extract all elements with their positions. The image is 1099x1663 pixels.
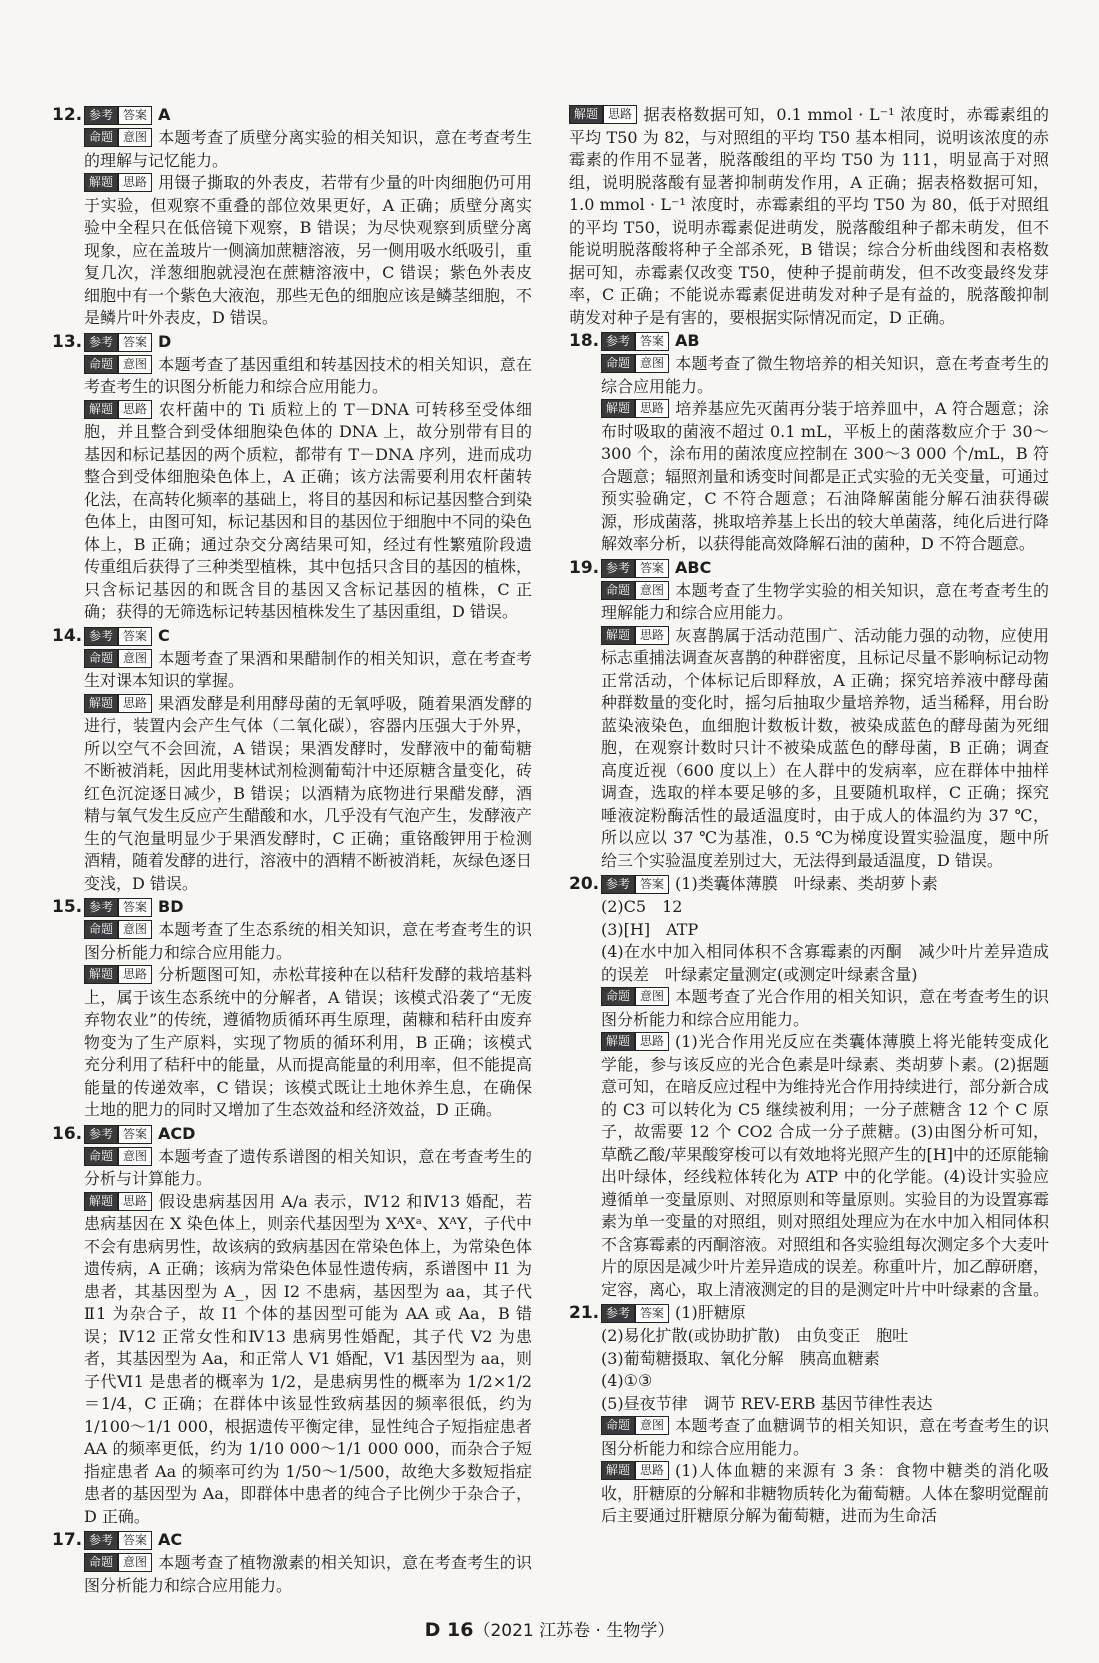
answer-line: (3)[H] ATP [601, 919, 699, 939]
answer-tag [84, 1125, 152, 1144]
analysis-tag-a: 解题 [84, 400, 118, 419]
answer-value: ACD [158, 1123, 196, 1143]
analysis-paragraph [52, 172, 532, 330]
intent-tag-b: 意图 [635, 1416, 669, 1435]
intent-text: 本题考查了生物学实验的相关知识，意在考查考生的理解能力和综合应用能力。 [601, 580, 1049, 622]
analysis-tag [601, 399, 669, 418]
answer-line: (2)C5 12 [601, 897, 683, 916]
analysis-tag [569, 105, 637, 124]
intent-tag-a: 命题 [84, 355, 118, 374]
intent-tag-b: 意图 [118, 920, 152, 939]
question-number: 18. [569, 331, 600, 352]
answer-value: AC [158, 1530, 183, 1550]
answer-tag-b: 答案 [118, 106, 152, 125]
intent-tag-b: 意图 [635, 581, 669, 600]
answer-tag [601, 332, 669, 351]
page-number: D 16 [424, 1619, 474, 1641]
intent-text: 本题考查了微生物培养的相关知识，意在考查考生的综合应用能力。 [601, 354, 1049, 396]
analysis-tag [84, 1192, 152, 1211]
analysis-tag [84, 173, 152, 192]
intent-text: 本题考查了植物激素的相关知识，意在考查考生的识图分析能力和综合应用能力。 [84, 1553, 532, 1595]
intent-tag-a: 命题 [601, 987, 635, 1006]
answer-tag [601, 1304, 669, 1323]
answer-line: (1)类囊体薄膜 叶绿素、类胡萝卜素 [675, 874, 938, 894]
answer-tag-a: 参考 [601, 559, 635, 578]
answer-tag [601, 559, 669, 578]
analysis-text: 农杆菌中的 Ti 质粒上的 T－DNA 可转移至受体细胞，并且整合到受体细胞染色体的 DNA 上，故分别带有目的基因和标记基因的两个质粒，都带有 T－DNA 序列，进而成功整合到受体细胞染色体上，A 正确；该方法需要利用农杆菌转化法，在高转化频率的基础上，将目的基因和标记基因整合到染色体上，由图可知，标记基因和目的基因位于细胞中不同的染色体上，B 正确；通过杂交分离结果可知，经过有性繁殖阶段遗传重组后获得了三种类型植株，其中包括只含目的基因的植株，只含标记基因的和既含目的基因又含标记基因的植株，C 正确；获得的无筛选标记转基因植株发生了基因重组，D 错误。 [84, 399, 533, 621]
question-item [569, 104, 1049, 329]
question-item [52, 104, 532, 330]
question-number: 12. [52, 105, 83, 126]
analysis-tag-b: 思路 [635, 1461, 669, 1480]
intent-text: 本题考查了基因重组和转基因技术的相关知识，意在考查考生的识图分析能力和综合应用能力。 [84, 354, 532, 396]
intent-paragraph [52, 127, 532, 172]
answer-tag-b: 答案 [118, 333, 152, 352]
answer-tag-b: 答案 [635, 1304, 669, 1323]
answer-tag-b: 答案 [635, 875, 669, 894]
intent-tag [84, 128, 152, 147]
intent-text: 本题考查了光合作用的相关知识，意在考查考生的识图分析能力和综合应用能力。 [601, 987, 1049, 1029]
intent-text: 本题考查了血糖调节的相关知识，意在考查考生的识图分析能力和综合应用能力。 [601, 1416, 1049, 1458]
question-header [569, 1302, 1049, 1325]
answer-tag-b: 答案 [118, 1125, 152, 1144]
analysis-text: 假设患病基因用 A/a 表示，Ⅳ12 和Ⅳ13 婚配，若患病基因在 X 染色体上，则亲代基因型为 XᴬXᵃ、XᴬY，子代中不会有患病男性，故该病的致病基因在常染色体上，为常染色体遗传病，A 正确；该病为常染色体显性遗传病，系谱图中 I1 为患者，其基因型为 A_，因 I2 不患病，基因型为 aa，其子代Ⅱ1 为杂合子，故 I1 个体的基因型可能为 AA 或 Aa，B 错误；Ⅳ12 正常女性和Ⅳ13 患病男性婚配，其子代 V2 为患者，其基因型为 Aa，和正常人 V1 婚配，V1 基因型为 aa，则子代Ⅵ1 是患者的概率为 1/2，是患病男性的概率为 1/2×1/2＝1/4，C 正确；在群体中该显性致病基因的频率很低，约为 1/100～1/1 000，根据遗传平衡定律，显性纯合子短指症患者 AA 的频率更低，约为 1/10 000～1/1 000 000，而杂合子短指症患者 Aa 的频率可约为 1/50～1/500，故绝大多数短指症患者的基因型为 Aa，即群体中患者的纯合子比例少于杂合子，D 正确。 [84, 1191, 533, 1526]
intent-tag-b: 意图 [118, 355, 152, 374]
intent-tag-a: 命题 [84, 128, 118, 147]
analysis-continued [569, 104, 1049, 329]
analysis-tag-b: 思路 [635, 399, 669, 418]
left-column [52, 104, 532, 1598]
analysis-paragraph [569, 398, 1049, 556]
question-number: 17. [52, 1530, 83, 1551]
question-header [52, 331, 532, 354]
answer-tag-a: 参考 [84, 333, 118, 352]
analysis-tag-a: 解题 [84, 173, 118, 192]
intent-tag-a: 命题 [84, 649, 118, 668]
analysis-tag [601, 626, 669, 645]
analysis-text: 用镊子撕取的外表皮，若带有少量的叶肉细胞仍可用于实验，但观察不重叠的部位效果更好，A 正确；质壁分离实验中全程只在低倍镜下观察，B 错误；为尽快观察到质壁分离现象，应在盖玻片一侧滴加蔗糖溶液，另一侧用吸水纸吸引，重复几次，洋葱细胞就浸泡在蔗糖溶液中，C 错误；紫色外表皮细胞中有一个紫色大液泡，那些无色的细胞应该是鳞茎细胞，不是鳞片叶外表皮，D 错误。 [84, 173, 533, 327]
question-item [569, 330, 1049, 556]
answer-tag-b: 答案 [635, 559, 669, 578]
question-header [569, 330, 1049, 353]
intent-tag-b: 意图 [635, 987, 669, 1006]
analysis-tag [84, 400, 152, 419]
question-header [52, 1123, 532, 1146]
intent-paragraph [52, 1146, 532, 1191]
answer-line: (2)易化扩散(或协助扩散) 由负变正 胞吐 [601, 1326, 909, 1345]
intent-paragraph [52, 1552, 532, 1597]
intent-tag-b: 意图 [635, 354, 669, 373]
answer-tag-b: 答案 [635, 332, 669, 351]
question-number: 13. [52, 331, 83, 352]
answer-value: BD [158, 897, 184, 917]
answer-line: (4)①③ [601, 1371, 653, 1390]
intent-text: 本题考查了果酒和果醋制作的相关知识，意在考查考生对课本知识的掌握。 [84, 648, 532, 690]
answer-tag-a: 参考 [84, 898, 118, 917]
analysis-tag-a: 解题 [84, 694, 118, 713]
question-item [52, 1123, 532, 1529]
analysis-tag-b: 思路 [118, 400, 152, 419]
analysis-paragraph [52, 1191, 532, 1529]
answer-tag-a: 参考 [84, 1125, 118, 1144]
answer-tag [84, 333, 152, 352]
question-item [52, 1529, 532, 1597]
analysis-tag-b: 思路 [635, 1032, 669, 1051]
analysis-paragraph [52, 693, 532, 896]
question-header [52, 896, 532, 919]
answer-tag [601, 875, 669, 894]
intent-tag [84, 1147, 152, 1166]
intent-text: 本题考查了质壁分离实验的相关知识，意在考查考生的理解与记忆能力。 [84, 128, 532, 170]
analysis-tag [84, 694, 152, 713]
analysis-paragraph [569, 625, 1049, 873]
analysis-tag-a: 解题 [84, 965, 118, 984]
question-item [52, 331, 532, 624]
answer-tag [84, 1531, 152, 1550]
answer-tag-a: 参考 [601, 332, 635, 351]
analysis-tag-a: 解题 [601, 399, 635, 418]
answer-tag [84, 106, 152, 125]
answer-tag-a: 参考 [84, 627, 118, 646]
intent-tag [84, 355, 152, 374]
intent-paragraph [52, 919, 532, 964]
analysis-tag-b: 思路 [118, 694, 152, 713]
intent-paragraph [569, 353, 1049, 398]
answer-value: AB [675, 331, 700, 351]
answer-tag-b: 答案 [118, 627, 152, 646]
analysis-text: (1)光合作用光反应在类囊体薄膜上将光能转变成化学能，参与该反应的光合色素是叶绿素、类胡萝卜素。(2)据题意可知，在暗反应过程中为维持光合作用持续进行，部分新合成的 C3 可以转化为 C5 继续被利用；一分子蔗糖含 12 个 C 原子，故需要 12 个 CO2 合成一分子蔗糖。(3)由图分析可知，草酰乙酸/苹果酸穿梭可以有效地将光照产生的[H]中的还原能输出叶绿体，经线粒体转化为 ATP 中的化学能。(4)设计实验应遵循单一变量原则、对照原则和等量原则。实验目的为设置寡霉素为单一变量的对照组，则对照组处理应为在水中加入相同体积不含寡霉素的丙酮溶液。对照组和各实验组每次测定多个大麦叶片的原因是减少叶片差异造成的误差。称重叶片，加乙醇研磨，定容，离心，取上清液测定的目的是测定叶片中叶绿素的含量。 [601, 1032, 1050, 1299]
answer-line: (1)肝糖原 [675, 1303, 746, 1323]
analysis-text: 据表格数据可知，0.1 mmol · L⁻¹ 浓度时，赤霉素组的平均 T50 为 82，与对照组的平均 T50 基本相同，说明该浓度的赤霉素的作用不显著，脱落酸组的平均 T50 为 111，明显高于对照组，说明脱落酸有显著抑制萌发作用，A 正确；据表格数据可知，1.0 mmol · L⁻¹ 浓度时，赤霉素组的平均 T50 为 80，低于对照组的平均 T50，说明赤霉素促进萌发，脱落酸组种子都未萌发，但不能说明脱落酸将种子全部杀死，B 错误；综合分析曲线图和表格数据可知，赤霉素仅改变 T50，使种子提前萌发，但不改变最终发芽率，C 正确；不能说赤霉素促进萌发对种子是有益的，脱落酸抑制萌发对种子是有害的，要根据实际情况而定，D 正确。 [569, 105, 1049, 327]
intent-paragraph [569, 580, 1049, 625]
right-column [569, 104, 1049, 1529]
analysis-tag-a: 解题 [601, 1461, 635, 1480]
intent-tag [601, 1416, 669, 1435]
intent-tag-b: 意图 [118, 1147, 152, 1166]
answer-line: (3)葡萄糖摄取、氧化分解 胰高血糖素 [601, 1348, 880, 1368]
analysis-tag-b: 思路 [118, 173, 152, 192]
analysis-tag [601, 1461, 669, 1480]
answer-tag-a: 参考 [601, 875, 635, 894]
question-item [52, 625, 532, 896]
question-header [52, 1529, 532, 1552]
intent-tag-b: 意图 [118, 1553, 152, 1572]
intent-tag-a: 命题 [84, 1553, 118, 1572]
analysis-text: 灰喜鹊属于活动范围广、活动能力强的动物，应使用标志重捕法调查灰喜鹊的种群密度，且标记尽量不影响标记动物正常活动，个体标记后即释放，A 正确；探究培养液中酵母菌种群数量的变化时，摇匀后抽取少量培养物，适当稀释，用台盼蓝染液染色，血细胞计数板计数，被染成蓝色的酵母菌为死细胞，在观察计数时只计不被染成蓝色的酵母菌，B 正确；调查高度近视（600 度以上）在人群中的发病率，应在群体中抽样调查，选取的样本要足够的多，且要随机取样，C 正确；探究唾液淀粉酶活性的最适温度时，由于成人的体温约为 37 ℃，所以应以 37 ℃为基准，0.5 ℃为梯度设置实验温度，题中所给三个实验温度差别过大，无法得到最适温度，D 错误。 [601, 625, 1050, 870]
intent-paragraph [569, 1415, 1049, 1460]
analysis-paragraph [52, 399, 532, 624]
intent-tag-a: 命题 [601, 354, 635, 373]
intent-tag-a: 命题 [84, 1147, 118, 1166]
analysis-tag-b: 思路 [118, 965, 152, 984]
question-item [569, 873, 1049, 1301]
answer-tag-a: 参考 [84, 106, 118, 125]
intent-paragraph [52, 648, 532, 693]
question-item [569, 1302, 1049, 1528]
analysis-text: (1)人体血糖的来源有 3 条：食物中糖类的消化吸收，肝糖原的分解和非糖物质转化为葡萄糖。人体在黎明觉醒前后主要通过肝糖原分解为葡萄糖，进而为生命活 [601, 1461, 1050, 1525]
analysis-tag-a: 解题 [84, 1192, 118, 1211]
intent-tag-a: 命题 [601, 581, 635, 600]
intent-paragraph [569, 986, 1049, 1031]
analysis-text: 分析题图可知，赤松茸接种在以秸秆发酵的栽培基料上，属于该生态系统中的分解者，A 错误；该模式沿袭了“无废弃物农业”的传统，遵循物质循环再生原理，菌糠和秸秆由废弃物变为了生产原料，实现了物质的循环利用，B 正确；该模式充分利用了秸秆中的能量，从而提高能量的利用率，但不能提高能量的传递效率，C 错误；该模式既让土地休养生息，在确保土地的肥力的同时又增加了生态效益和经济效益，D 正确。 [84, 965, 533, 1119]
footer-info: （2021 江苏卷 · 生物学） [473, 1621, 675, 1641]
intent-tag [84, 920, 152, 939]
question-item [569, 557, 1049, 873]
analysis-tag-b: 思路 [635, 626, 669, 645]
question-number: 21. [569, 1303, 600, 1324]
answer-value: A [158, 105, 171, 125]
analysis-tag-a: 解题 [569, 105, 603, 124]
answer-value: D [158, 331, 172, 351]
answer-value: ABC [675, 557, 712, 577]
intent-tag [601, 581, 669, 600]
question-number: 15. [52, 897, 83, 918]
analysis-tag-a: 解题 [601, 626, 635, 645]
answer-tag-a: 参考 [601, 1304, 635, 1323]
analysis-paragraph [569, 1460, 1049, 1528]
intent-tag-b: 意图 [118, 649, 152, 668]
page-footer [0, 1616, 1099, 1641]
analysis-tag-b: 思路 [118, 1192, 152, 1211]
answer-tag [84, 627, 152, 646]
question-number: 16. [52, 1123, 83, 1144]
intent-tag [601, 354, 669, 373]
intent-tag [84, 1553, 152, 1572]
answer-tag-b: 答案 [118, 1531, 152, 1550]
question-item [52, 896, 532, 1122]
intent-tag [84, 649, 152, 668]
question-header [52, 625, 532, 648]
analysis-tag-a: 解题 [601, 1032, 635, 1051]
analysis-paragraph [569, 1031, 1049, 1301]
question-number: 20. [569, 874, 600, 895]
intent-tag [601, 987, 669, 1006]
analysis-text: 培养基应先灭菌再分装于培养皿中，A 符合题意；涂布时吸取的菌液不超过 0.1 mL，平板上的菌落数应介于 30～300 个，涂布用的菌浓度应控制在 300～3 000 个/mL，B 符合题意；辐照剂量和诱变时间都是正式实验的无关变量，可通过预实验确定，C 不符合题意；石油降解菌能分解石油获得碳源，形成菌落，挑取培养基上长出的较大单菌落，纯化后进行降解效率分析，以获得能高效降解石油的菌种，D 不符合题意。 [601, 399, 1050, 553]
analysis-paragraph [52, 964, 532, 1122]
answer-value: C [158, 625, 170, 645]
analysis-text: 果酒发酵是利用酵母菌的无氧呼吸，随着果酒发酵的进行，装置内会产生气体（二氧化碳），容器内压强大于外界，所以空气不会回流，A 错误；果酒发酵时，发酵液中的葡萄糖不断被消耗，因此用斐林试剂检测葡萄汁中还原糖含量变化，砖红色沉淀逐日减少，B 错误；以酒精为底物进行果醋发酵，酒精与氧气发生反应产生醋酸和水，几乎没有气泡产生，发酵液产生的气泡量明显少于果酒发酵时，C 正确；重铬酸钾用于检测酒精，随着发酵的进行，溶液中的酒精不断被消耗，灰绿色逐日变浅，D 错误。 [84, 693, 533, 893]
intent-text: 本题考查了生态系统的相关知识，意在考查考生的识图分析能力和综合应用能力。 [84, 920, 532, 962]
question-header [52, 104, 532, 127]
intent-text: 本题考查了遗传系谱图的相关知识，意在考查考生的分析与计算能力。 [84, 1146, 532, 1188]
question-number: 19. [569, 557, 600, 578]
analysis-tag [84, 965, 152, 984]
intent-tag-a: 命题 [601, 1416, 635, 1435]
analysis-tag [601, 1032, 669, 1051]
intent-tag-b: 意图 [118, 128, 152, 147]
question-header [569, 557, 1049, 580]
answer-tag-a: 参考 [84, 1531, 118, 1550]
question-number: 14. [52, 625, 83, 646]
intent-tag-a: 命题 [84, 920, 118, 939]
intent-paragraph [52, 354, 532, 399]
answer-tag-b: 答案 [118, 898, 152, 917]
answer-line: (5)昼夜节律 调节 REV-ERB 基因节律性表达 [601, 1393, 933, 1413]
analysis-tag-b: 思路 [603, 105, 637, 124]
question-header [569, 873, 1049, 896]
answer-line: (4)在水中加入相同体积不含寡霉素的丙酮 减少叶片差异造成的误差 叶绿素定量测定(或测定叶绿素含量) [601, 942, 1049, 984]
answer-tag [84, 898, 152, 917]
